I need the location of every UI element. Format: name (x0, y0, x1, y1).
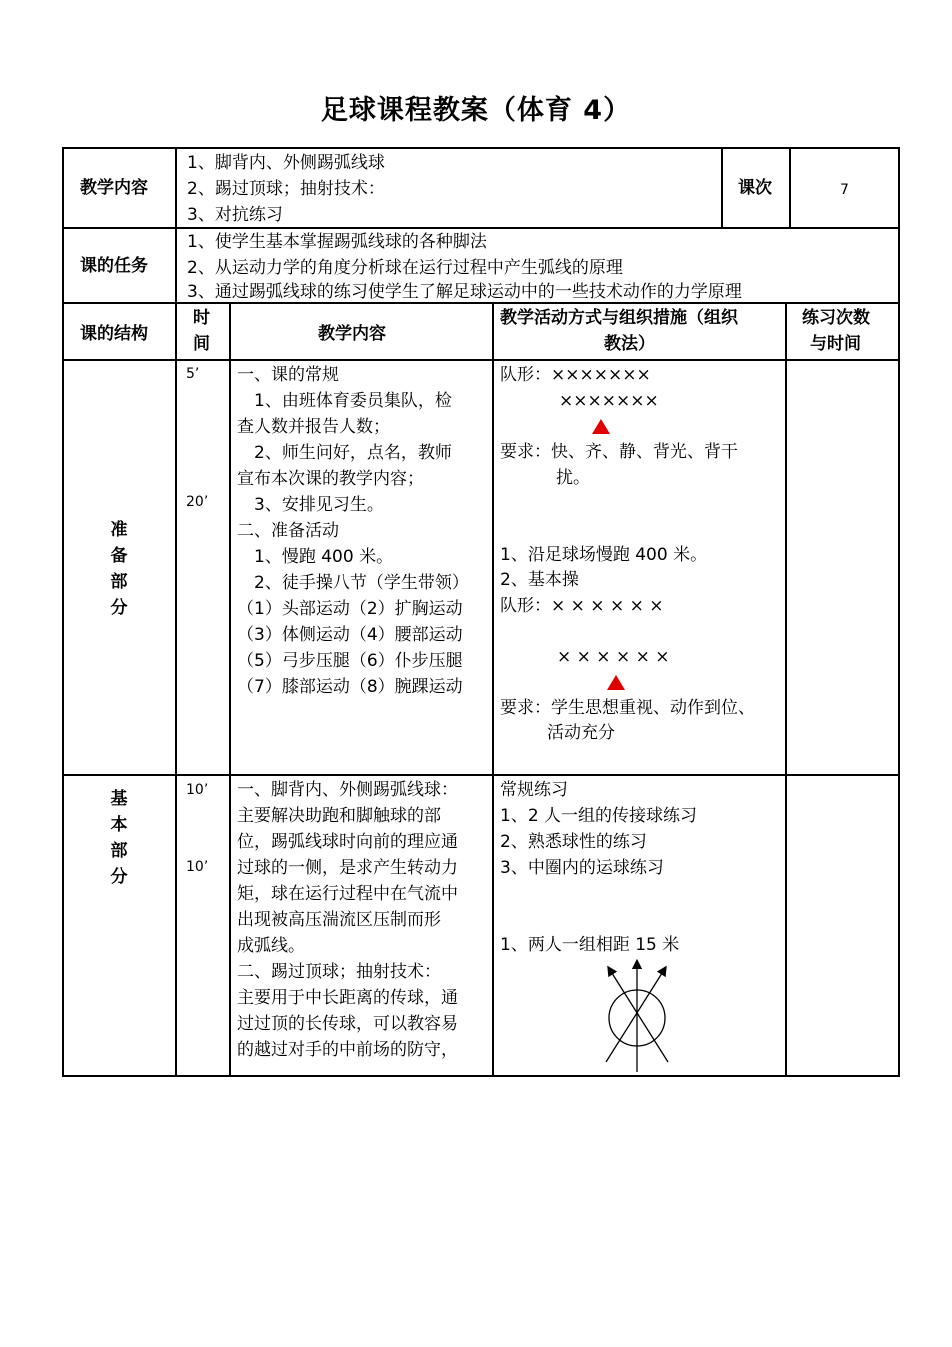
formation-line: × × × × × × (557, 647, 670, 667)
content-item: 3、对抗练习 (187, 205, 283, 225)
formation-line: 队形：××××××× (500, 365, 651, 385)
content-line: 矩，球在运行过程中在气流中 (237, 884, 458, 904)
content-line: （3）体侧运动（4）腰部运动 (237, 625, 463, 645)
content-line: 1、慢跑 400 米。 (237, 547, 394, 567)
content-line: 3、安排见习生。 (237, 495, 384, 515)
lesson-number-value: 7 (840, 182, 849, 198)
time-value: 10’ (186, 859, 209, 875)
content-line: 宣布本次课的教学内容； (237, 469, 424, 489)
content-line: 过过顶的长传球，可以教容易 (237, 1014, 458, 1034)
content-line: （7）膝部运动（8）腕踝运动 (237, 677, 463, 697)
content-line: 查人数并报告人数； (237, 417, 390, 437)
header-time-1: 时 (193, 308, 210, 328)
header-content: 教学内容 (318, 324, 386, 344)
teaching-content-label: 教学内容 (80, 178, 148, 198)
method-line: 1、2 人一组的传接球练习 (500, 806, 698, 826)
page-title: 足球课程教案（体育 4） (320, 95, 632, 126)
section-char: 分 (110, 867, 128, 887)
section-char: 准 (110, 520, 128, 540)
requirement-line: 要求：快、齐、静、背光、背干 (500, 442, 738, 462)
section-char: 部 (110, 572, 128, 592)
content-line: 主要用于中长距离的传球，通 (237, 988, 458, 1008)
content-line: （1）头部运动（2）扩胸运动 (237, 599, 463, 619)
method-line: 3、中圈内的运球练习 (500, 858, 664, 878)
header-practice-2: 与时间 (810, 334, 861, 354)
method-line: 1、沿足球场慢跑 400 米。 (500, 545, 708, 565)
section-char: 备 (110, 546, 128, 566)
teacher-position-icon (592, 419, 610, 434)
content-item: 2、踢过顶球；抽射技术： (187, 179, 385, 199)
content-line: 出现被高压湍流区压制而形 (237, 910, 441, 930)
basic-content (237, 777, 487, 1063)
time-value: 10’ (186, 782, 209, 798)
method-line: 2、基本操 (500, 570, 579, 590)
content-line: 一、脚背内、外侧踢弧线球： (237, 780, 458, 800)
content-line: 过球的一侧，是求产生转动力 (237, 858, 458, 878)
method-line: 常规练习 (500, 780, 568, 800)
method-line: 1、两人一组相距 15 米 (500, 935, 680, 955)
time-value: 20’ (186, 494, 209, 510)
section-char: 部 (110, 841, 128, 861)
content-line: 1、由班体育委员集队，检 (237, 391, 452, 411)
header-time-2: 间 (193, 334, 210, 354)
content-line: （5）弓步压腿（6）仆步压腿 (237, 651, 463, 671)
passing-diagram (592, 958, 682, 1076)
header-structure: 课的结构 (80, 324, 148, 344)
prep-content (237, 362, 487, 700)
formation-line: ××××××× (559, 391, 659, 411)
header-method-2: 教法） (604, 334, 655, 354)
content-line: 二、准备活动 (237, 521, 339, 541)
teacher-position-icon (607, 675, 625, 690)
method-line: 2、熟悉球性的练习 (500, 832, 647, 852)
content-line: 的越过对手的中前场的防守， (237, 1040, 458, 1060)
section-char: 基 (110, 789, 128, 809)
lesson-number-label: 课次 (738, 178, 772, 198)
content-line: 主要解决助跑和脚触球的部 (237, 806, 441, 826)
task-item: 2、从运动力学的角度分析球在运行过程中产生弧线的原理 (187, 258, 623, 278)
section-char: 本 (110, 815, 128, 835)
requirement-line: 扰。 (556, 468, 590, 488)
requirement-line: 活动充分 (547, 723, 615, 743)
lesson-task-label: 课的任务 (80, 256, 148, 276)
header-method-1: 教学活动方式与组织措施（组织 (500, 308, 738, 328)
content-line: 成弧线。 (237, 936, 305, 956)
content-line: 一、课的常规 (237, 365, 339, 385)
content-item: 1、脚背内、外侧踢弧线球 (187, 153, 385, 173)
header-practice-1: 练习次数 (802, 308, 870, 328)
time-value: 5’ (186, 366, 200, 382)
content-line: 2、徒手操八节（学生带领） (237, 573, 469, 593)
content-line: 2、师生问好，点名，教师 (237, 443, 452, 463)
formation-line: 队形：× × × × × × (500, 596, 664, 616)
section-char: 分 (110, 598, 128, 618)
task-item: 1、使学生基本掌握踢弧线球的各种脚法 (187, 232, 487, 252)
requirement-line: 要求：学生思想重视、动作到位、 (500, 698, 755, 718)
content-line: 位，踢弧线球时向前的理应通 (237, 832, 458, 852)
content-line: 二、踢过顶球；抽射技术： (237, 962, 441, 982)
task-item: 3、通过踢弧线球的练习使学生了解足球运动中的一些技术动作的力学原理 (187, 282, 742, 302)
